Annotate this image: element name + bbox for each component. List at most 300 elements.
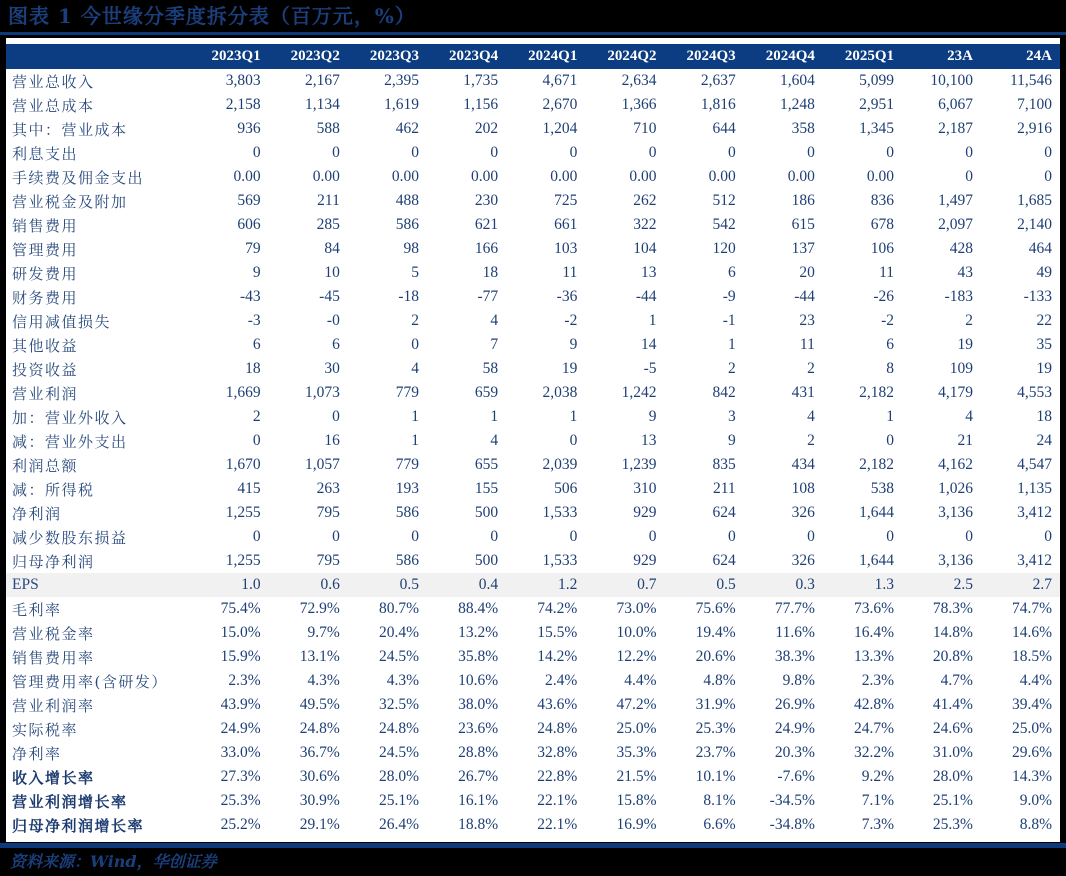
table-row	[6, 93, 1060, 117]
cell-value: 7,100	[1017, 96, 1052, 113]
cell-value: 0	[252, 144, 261, 161]
cell-value: 211	[317, 192, 340, 209]
cell-value: -5	[643, 360, 657, 377]
cell-value: 0	[727, 144, 736, 161]
cell-value: 1,026	[938, 480, 973, 497]
cell-value: 1,735	[463, 72, 499, 89]
cell-value: 1	[569, 408, 578, 425]
cell-value: 24	[1036, 432, 1052, 449]
row-label: 手续费及佣金支出	[12, 168, 145, 187]
cell-value: 2,182	[859, 384, 895, 401]
cell-value: -26	[873, 288, 895, 305]
cell-value: 586	[395, 504, 419, 521]
table-row	[6, 549, 1060, 573]
title-rule	[0, 32, 1066, 35]
cell-value: 615	[791, 216, 815, 233]
table-row	[6, 453, 1060, 477]
cell-value: 0.00	[550, 168, 578, 185]
cell-value: 606	[237, 216, 261, 233]
cell-value: 1,248	[779, 96, 815, 113]
cell-value: 310	[633, 480, 657, 497]
row-label: 销售费用率	[12, 648, 95, 667]
cell-value: 0	[807, 144, 815, 161]
table-row	[6, 597, 1060, 621]
cell-value: 14.2%	[537, 648, 578, 665]
cell-value: 202	[474, 120, 499, 137]
cell-value: 0	[252, 528, 261, 545]
cell-value: 13.2%	[458, 624, 499, 641]
cell-value: 32.5%	[378, 696, 419, 713]
cell-value: 462	[395, 120, 419, 137]
cell-value: 9	[252, 264, 261, 281]
cell-value: 6	[886, 336, 895, 353]
cell-value: 35.3%	[616, 744, 657, 761]
table-body	[6, 69, 1060, 837]
cell-value: 2.4%	[545, 672, 578, 689]
cell-value: 4	[807, 408, 815, 425]
cell-value: 137	[791, 240, 815, 257]
table-row	[6, 117, 1060, 141]
cell-value: 19	[561, 360, 578, 377]
cell-value: 4,162	[938, 456, 973, 473]
cell-value: 9.0%	[1019, 792, 1052, 809]
column-header-2024q2: 2024Q2	[607, 48, 657, 64]
row-label: 减：营业外支出	[12, 432, 128, 451]
cell-value: 2.3%	[228, 672, 261, 689]
cell-value: 0	[886, 144, 895, 161]
cell-value: -34.5%	[769, 792, 815, 809]
column-header-label	[6, 44, 189, 69]
cell-value: 0	[965, 168, 973, 185]
cell-value: 120	[712, 240, 736, 257]
cell-value: 322	[633, 216, 657, 233]
cell-value: 5	[411, 264, 419, 281]
cell-value: 1.2	[557, 576, 578, 593]
cell-value: 2.3%	[861, 672, 895, 689]
row-label: 营业总收入	[12, 72, 95, 91]
cell-value: 936	[237, 120, 261, 137]
cell-value: 0.5	[716, 576, 736, 593]
row-label: 财务费用	[12, 288, 79, 307]
cell-value: 20.6%	[695, 648, 736, 665]
cell-value: 0	[569, 528, 578, 545]
cell-value: 30.6%	[299, 768, 340, 785]
cell-value: 38.3%	[774, 648, 815, 665]
column-header-2023q4: 2023Q4	[449, 48, 499, 64]
cell-value: 4,179	[938, 384, 973, 401]
cell-value: 586	[395, 216, 419, 233]
cell-value: 16	[324, 432, 340, 449]
row-label: 营业利润	[12, 384, 79, 403]
cell-value: 35.8%	[458, 648, 499, 665]
cell-value: 779	[395, 456, 419, 473]
cell-value: 2,670	[542, 96, 578, 113]
row-label: 利润总额	[12, 456, 79, 475]
cell-value: 75.6%	[695, 600, 736, 617]
cell-value: 8	[886, 360, 895, 377]
cell-value: 2	[727, 360, 736, 377]
cell-value: 4	[490, 432, 499, 449]
cell-value: 10	[324, 264, 340, 281]
row-label: 净利率	[12, 744, 62, 763]
cell-value: 1	[648, 312, 657, 329]
cell-value: 24.9%	[220, 720, 261, 737]
cell-value: 4,671	[542, 72, 578, 89]
cell-value: 644	[712, 120, 736, 137]
row-label: 毛利率	[12, 600, 62, 619]
cell-value: 28.0%	[932, 768, 973, 785]
cell-value: 0.00	[629, 168, 657, 185]
cell-value: 23.6%	[458, 720, 499, 737]
cell-value: 262	[633, 192, 657, 209]
cell-value: 23	[799, 312, 815, 329]
row-label: 其他收益	[12, 336, 79, 355]
cell-value: 835	[712, 456, 736, 473]
cell-value: 43.6%	[537, 696, 578, 713]
cell-value: -34.8%	[769, 816, 815, 833]
table-row	[6, 381, 1060, 405]
cell-value: 13	[641, 432, 657, 449]
cell-value: 1,255	[225, 552, 261, 569]
cell-value: 21	[957, 432, 973, 449]
cell-value: 33.0%	[220, 744, 261, 761]
cell-value: 1,533	[542, 552, 578, 569]
table-row	[6, 309, 1060, 333]
cell-value: 20	[799, 264, 815, 281]
cell-value: 24.8%	[537, 720, 578, 737]
cell-value: 0	[965, 144, 973, 161]
cell-value: 2,097	[938, 216, 973, 233]
cell-value: 35	[1036, 336, 1052, 353]
cell-value: 7	[490, 336, 499, 353]
cell-value: 32.2%	[853, 744, 895, 761]
table-row	[6, 405, 1060, 429]
cell-value: 14.8%	[932, 624, 973, 641]
cell-value: 24.5%	[378, 648, 419, 665]
cell-value: 0	[252, 432, 261, 449]
cell-value: 29.6%	[1011, 744, 1052, 761]
table-row	[6, 237, 1060, 261]
table-row	[6, 477, 1060, 501]
row-label: 归母净利润增长率	[12, 816, 145, 835]
cell-value: 108	[791, 480, 815, 497]
cell-value: 2.5	[953, 576, 973, 593]
cell-value: -1	[722, 312, 736, 329]
cell-value: 4.7%	[940, 672, 973, 689]
column-header-24a: 24A	[1026, 48, 1052, 64]
cell-value: 78.3%	[932, 600, 973, 617]
cell-value: 9	[727, 432, 736, 449]
cell-value: 79	[245, 240, 261, 257]
row-label: 实际税率	[12, 720, 79, 739]
cell-value: 1,345	[859, 120, 895, 137]
cell-value: 23.7%	[695, 744, 736, 761]
cell-value: 8.1%	[703, 792, 736, 809]
cell-value: 2,637	[700, 72, 736, 89]
cell-value: 25.1%	[378, 792, 419, 809]
cell-value: 2.7	[1032, 576, 1052, 593]
cell-value: 929	[633, 504, 657, 521]
cell-value: 0.00	[708, 168, 736, 185]
cell-value: 72.9%	[299, 600, 340, 617]
cell-value: 16.1%	[458, 792, 499, 809]
cell-value: -45	[319, 288, 340, 305]
cell-value: 1.3	[874, 576, 895, 593]
cell-value: 624	[712, 504, 736, 521]
row-label: 净利润	[12, 504, 62, 523]
cell-value: 4,547	[1017, 456, 1052, 473]
cell-value: 6	[332, 336, 340, 353]
cell-value: 1,669	[225, 384, 261, 401]
cell-value: 0.00	[233, 168, 261, 185]
cell-value: 26.7%	[458, 768, 499, 785]
cell-value: 542	[712, 216, 736, 233]
cell-value: 659	[474, 384, 499, 401]
cell-value: 464	[1028, 240, 1052, 257]
row-label: 加：营业外收入	[12, 408, 128, 427]
cell-value: 22	[1036, 312, 1052, 329]
cell-value: 779	[395, 384, 419, 401]
cell-value: 15.0%	[220, 624, 261, 641]
cell-value: -183	[944, 288, 973, 305]
cell-value: 2	[411, 312, 419, 329]
cell-value: 1,619	[384, 96, 419, 113]
cell-value: 0	[490, 528, 499, 545]
cell-value: 75.4%	[220, 600, 261, 617]
cell-value: 39.4%	[1011, 696, 1052, 713]
cell-value: 74.7%	[1011, 600, 1052, 617]
cell-value: 836	[870, 192, 895, 209]
row-label: 归母净利润	[12, 552, 95, 571]
column-header-2025q1: 2025Q1	[844, 48, 895, 64]
cell-value: 3,803	[225, 72, 261, 89]
table-sheet	[6, 38, 1060, 842]
cell-value: 795	[316, 552, 340, 569]
cell-value: 621	[474, 216, 499, 233]
cell-value: 506	[554, 480, 578, 497]
table-row	[6, 333, 1060, 357]
cell-value: 431	[791, 384, 815, 401]
cell-value: -18	[398, 288, 419, 305]
column-header-2023q3: 2023Q3	[369, 48, 419, 64]
cell-value: 14	[641, 336, 657, 353]
row-label: 研发费用	[12, 264, 79, 283]
cell-value: 13.3%	[853, 648, 895, 665]
cell-value: 25.1%	[932, 792, 973, 809]
bottom-rule	[0, 843, 1066, 848]
cell-value: 0	[411, 336, 419, 353]
table-row	[6, 69, 1060, 93]
cell-value: 28.8%	[458, 744, 499, 761]
cell-value: 0	[569, 144, 578, 161]
cell-value: 1,685	[1017, 192, 1052, 209]
cell-value: 538	[870, 480, 895, 497]
table-row	[6, 261, 1060, 285]
cell-value: 0.7	[637, 576, 657, 593]
cell-value: 929	[633, 552, 657, 569]
cell-value: 9.7%	[307, 624, 340, 641]
cell-value: 38.0%	[458, 696, 499, 713]
cell-value: 21.5%	[616, 768, 657, 785]
row-label: 营业税金率	[12, 624, 95, 643]
cell-value: 13.1%	[299, 648, 340, 665]
cell-value: 0	[965, 528, 973, 545]
row-label: 销售费用	[12, 216, 79, 235]
cell-value: 24.9%	[774, 720, 815, 737]
cell-value: -2	[881, 312, 895, 329]
cell-value: 15.9%	[220, 648, 261, 665]
cell-value: 49	[1036, 264, 1052, 281]
cell-value: 795	[316, 504, 340, 521]
table-row	[6, 165, 1060, 189]
row-label: 收入增长率	[12, 768, 95, 787]
row-label: 其中：营业成本	[12, 120, 128, 139]
cell-value: 74.2%	[537, 600, 578, 617]
cell-value: 0.3	[795, 576, 815, 593]
cell-value: 5,099	[859, 72, 895, 89]
row-label: EPS	[12, 576, 39, 593]
cell-value: 0.6	[320, 576, 340, 593]
cell-value: 0	[727, 528, 736, 545]
cell-value: 0	[648, 528, 657, 545]
row-label: 营业利润增长率	[12, 792, 128, 811]
cell-value: 0	[332, 144, 340, 161]
cell-value: 1.0	[241, 576, 261, 593]
cell-value: 4	[965, 408, 973, 425]
cell-value: 358	[791, 120, 815, 137]
cell-value: 1,156	[463, 96, 499, 113]
cell-value: 73.6%	[853, 600, 895, 617]
cell-value: 18	[1036, 408, 1052, 425]
row-label: 管理费用率(含研发）	[12, 672, 168, 691]
cell-value: 710	[633, 120, 657, 137]
cell-value: 20.4%	[378, 624, 419, 641]
cell-value: -0	[326, 312, 340, 329]
cell-value: 428	[949, 240, 973, 257]
cell-value: 30	[324, 360, 340, 377]
cell-value: 77.7%	[774, 600, 815, 617]
cell-value: 0	[490, 144, 499, 161]
cell-value: 2,039	[542, 456, 578, 473]
table-row	[6, 741, 1060, 765]
cell-value: 4	[490, 312, 499, 329]
cell-value: 24.5%	[378, 744, 419, 761]
cell-value: 2,140	[1017, 216, 1052, 233]
cell-value: 2	[252, 408, 261, 425]
cell-value: 6.6%	[703, 816, 736, 833]
row-label: 营业总成本	[12, 96, 95, 115]
cell-value: 6	[727, 264, 736, 281]
cell-value: 7.1%	[861, 792, 895, 809]
cell-value: 0	[411, 528, 419, 545]
row-label: 减少数股东损益	[12, 528, 128, 547]
cell-value: 4.3%	[307, 672, 340, 689]
cell-value: 0.4	[478, 576, 499, 593]
cell-value: 1,644	[859, 504, 895, 521]
cell-value: -44	[635, 288, 657, 305]
cell-value: 263	[316, 480, 340, 497]
header-row	[6, 44, 1060, 69]
cell-value: -133	[1023, 288, 1052, 305]
cell-value: 20.3%	[774, 744, 815, 761]
cell-value: -3	[247, 312, 261, 329]
cell-value: 9.2%	[861, 768, 895, 785]
cell-value: 1	[886, 408, 895, 425]
cell-value: 22.1%	[537, 792, 578, 809]
cell-value: 1	[727, 336, 736, 353]
cell-value: 26.4%	[378, 816, 419, 833]
cell-value: 0.00	[391, 168, 419, 185]
cell-value: 80.7%	[378, 600, 419, 617]
cell-value: 678	[870, 216, 895, 233]
cell-value: 88.4%	[458, 600, 499, 617]
table-row	[6, 693, 1060, 717]
figure-title: 图表 1 今世缘分季度拆分表（百万元，%）	[8, 4, 416, 28]
cell-value: 1,366	[621, 96, 657, 113]
cell-value: 0.00	[312, 168, 340, 185]
row-label: 利息支出	[12, 144, 79, 163]
cell-value: 569	[237, 192, 261, 209]
cell-value: 0.5	[399, 576, 419, 593]
column-header-2024q4: 2024Q4	[765, 48, 815, 64]
cell-value: 73.0%	[616, 600, 657, 617]
cell-value: 624	[712, 552, 736, 569]
cell-value: 24.8%	[299, 720, 340, 737]
cell-value: 18.5%	[1011, 648, 1052, 665]
cell-value: 4.4%	[1019, 672, 1052, 689]
cell-value: 19	[957, 336, 973, 353]
column-header-2024q1: 2024Q1	[528, 48, 578, 64]
cell-value: 25.0%	[1011, 720, 1052, 737]
cell-value: 2	[807, 432, 815, 449]
cell-value: -7.6%	[777, 768, 815, 785]
row-label: 管理费用	[12, 240, 79, 259]
cell-value: 11	[879, 264, 895, 281]
cell-value: 26.9%	[774, 696, 815, 713]
table-row	[6, 357, 1060, 381]
cell-value: 500	[474, 552, 499, 569]
cell-value: 1	[490, 408, 499, 425]
cell-value: 1,670	[225, 456, 261, 473]
cell-value: 186	[791, 192, 815, 209]
source-note: 资料来源：Wind，华创证券	[10, 852, 217, 871]
table-row	[6, 285, 1060, 309]
cell-value: 588	[316, 120, 340, 137]
cell-value: -43	[239, 288, 261, 305]
cell-value: 32.8%	[537, 744, 578, 761]
cell-value: 22.8%	[537, 768, 578, 785]
cell-value: 0.00	[866, 168, 895, 185]
cell-value: 1,073	[304, 384, 340, 401]
cell-value: 2	[807, 360, 815, 377]
cell-value: 725	[554, 192, 578, 209]
cell-value: 326	[791, 504, 815, 521]
cell-value: 29.1%	[299, 816, 340, 833]
row-label: 减：所得税	[12, 480, 95, 499]
cell-value: 16.9%	[616, 816, 657, 833]
cell-value: 655	[474, 456, 499, 473]
cell-value: 25.2%	[220, 816, 261, 833]
cell-value: 25.3%	[695, 720, 736, 737]
cell-value: 2,634	[621, 72, 657, 89]
cell-value: 49.5%	[299, 696, 340, 713]
cell-value: 155	[474, 480, 499, 497]
cell-value: 25.0%	[616, 720, 657, 737]
cell-value: 14.6%	[1011, 624, 1052, 641]
table-row	[6, 765, 1060, 789]
cell-value: 41.4%	[932, 696, 973, 713]
cell-value: -2	[564, 312, 578, 329]
